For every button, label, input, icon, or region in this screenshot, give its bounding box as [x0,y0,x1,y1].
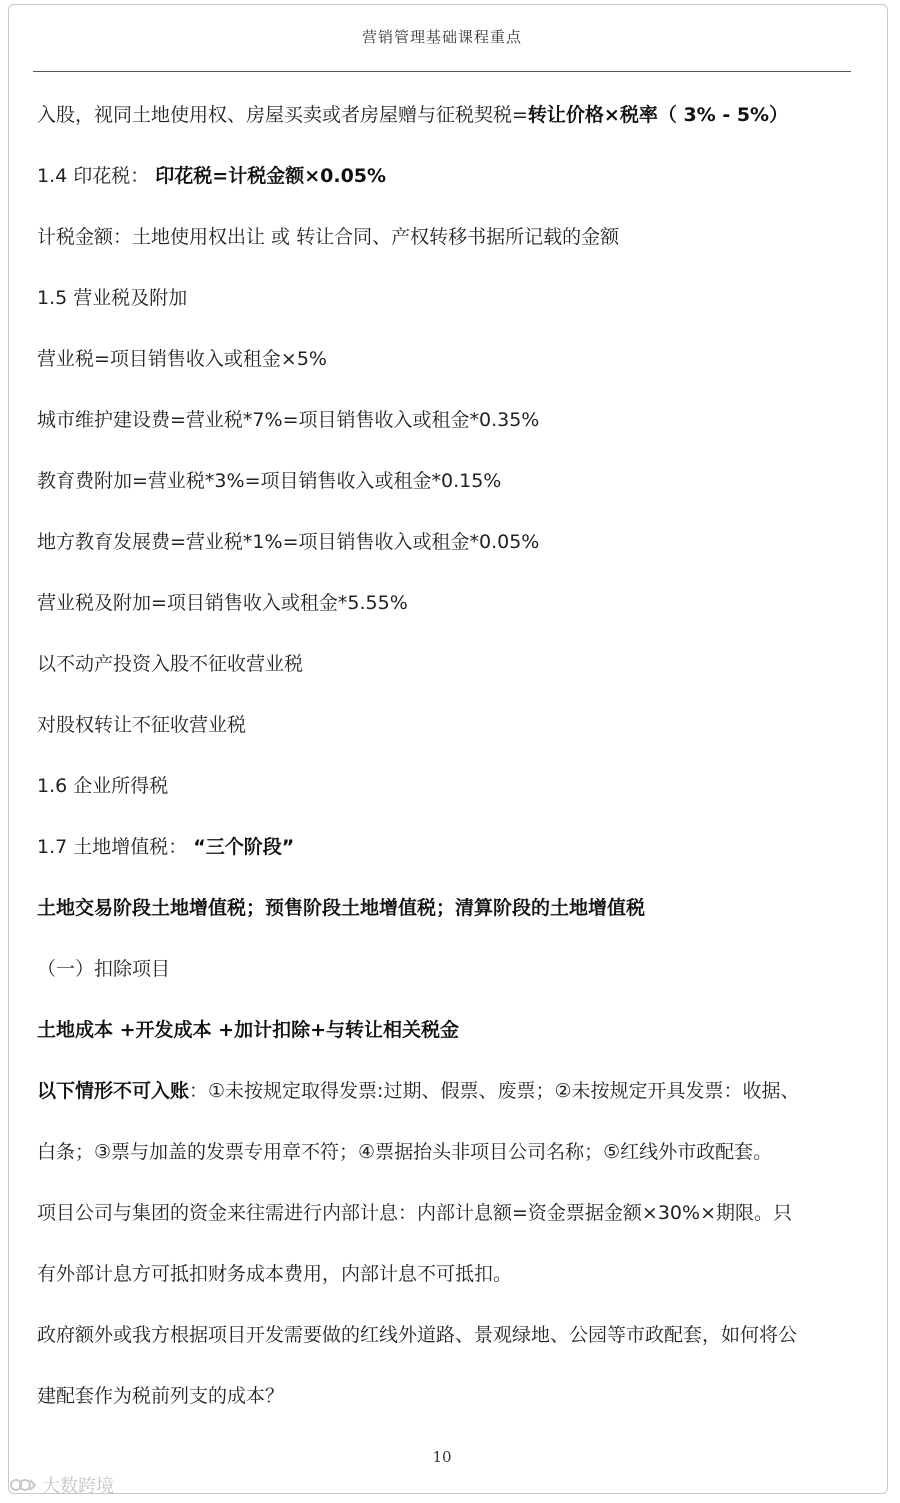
text-line [37,590,867,616]
text-run: 白条；③票与加盖的发票专用章不符；④票据抬头非项目公司名称；⑤红线外市政配套。 [37,1141,773,1163]
text-run: 教育费附加=营业税*3%=项目销售收入或租金*0.15% [37,470,502,492]
text-line [37,163,867,189]
text-run: 1.6 企业所得税 [37,775,169,797]
text-run: 项目公司与集团的资金来往需进行内部计息：内部计息额=资金票据金额×30%×期限。只 [37,1202,792,1224]
text-line [37,834,867,860]
text-line [37,956,867,982]
text-line [37,895,867,921]
text-line [37,529,867,555]
text-run: 城市维护建设费=营业税*7%=项目销售收入或租金*0.35% [37,409,540,431]
page-number: 10 [432,1448,452,1466]
text-run: 1.5 营业税及附加 [37,287,188,309]
bold-text-run: “三个阶段” [193,836,295,858]
text-line [37,1383,867,1409]
text-line [37,1261,867,1287]
text-line [37,773,867,799]
text-run: 营业税及附加=项目销售收入或租金*5.55% [37,592,408,614]
text-run: 建配套作为税前列支的成本？ [37,1385,285,1407]
bold-text-run: 土地交易阶段土地增值税；预售阶段土地增值税；清算阶段的土地增值税 [37,897,646,919]
text-run: 营业税=项目销售收入或租金×5% [37,348,327,370]
bold-text-run: 转让价格×税率（ 3% - 5%） [527,104,789,126]
text-line [37,285,867,311]
text-line [37,346,867,372]
text-line [37,1139,867,1165]
text-line [37,651,867,677]
text-run: ：①未按规定取得发票:过期、假票、废票；②未按规定开具发票：收据、 [189,1080,800,1102]
text-line [37,1017,867,1043]
text-line [37,468,867,494]
text-line [37,224,867,250]
bold-text-run: 印花税=计税金额×0.05% [155,165,387,187]
text-line [37,1078,867,1104]
text-run: 1.7 土地增值税： [37,836,194,858]
text-run: （一）扣除项目 [37,958,171,980]
text-line [37,102,867,128]
watermark-text: 大数跨境 [42,1476,114,1497]
text-run: 政府额外或我方根据项目开发需要做的红线外道路、景观绿地、公园等市政配套，如何将公 [37,1324,798,1346]
text-line [37,1200,867,1226]
text-line [37,1322,867,1348]
bold-text-run: 以下情形不可入账 [37,1080,190,1102]
text-run: 入股，视同土地使用权、房屋买卖或者房屋赠与征税契税= [37,104,528,126]
text-run: 地方教育发展费=营业税*1%=项目销售收入或租金*0.05% [37,531,540,553]
watermark-logo-icon [10,1476,36,1494]
text-run: 1.4 印花税： [37,165,156,187]
page-header-title: 营销管理基础课程重点 [361,28,522,46]
text-run: 计税金额：土地使用权出让 或 转让合同、产权转移书据所记载的金额 [37,226,620,248]
text-line [37,407,867,433]
header-divider [33,71,851,72]
document-page [8,4,888,1494]
text-run: 对股权转让不征收营业税 [37,714,247,736]
text-run: 有外部计息方可抵扣财务成本费用，内部计息不可抵扣。 [37,1263,513,1285]
text-line [37,712,867,738]
bold-text-run: 土地成本 +开发成本 +加计扣除+与转让相关税金 [37,1019,459,1041]
watermark [10,1472,114,1498]
text-run: 以不动产投资入股不征收营业税 [37,653,304,675]
